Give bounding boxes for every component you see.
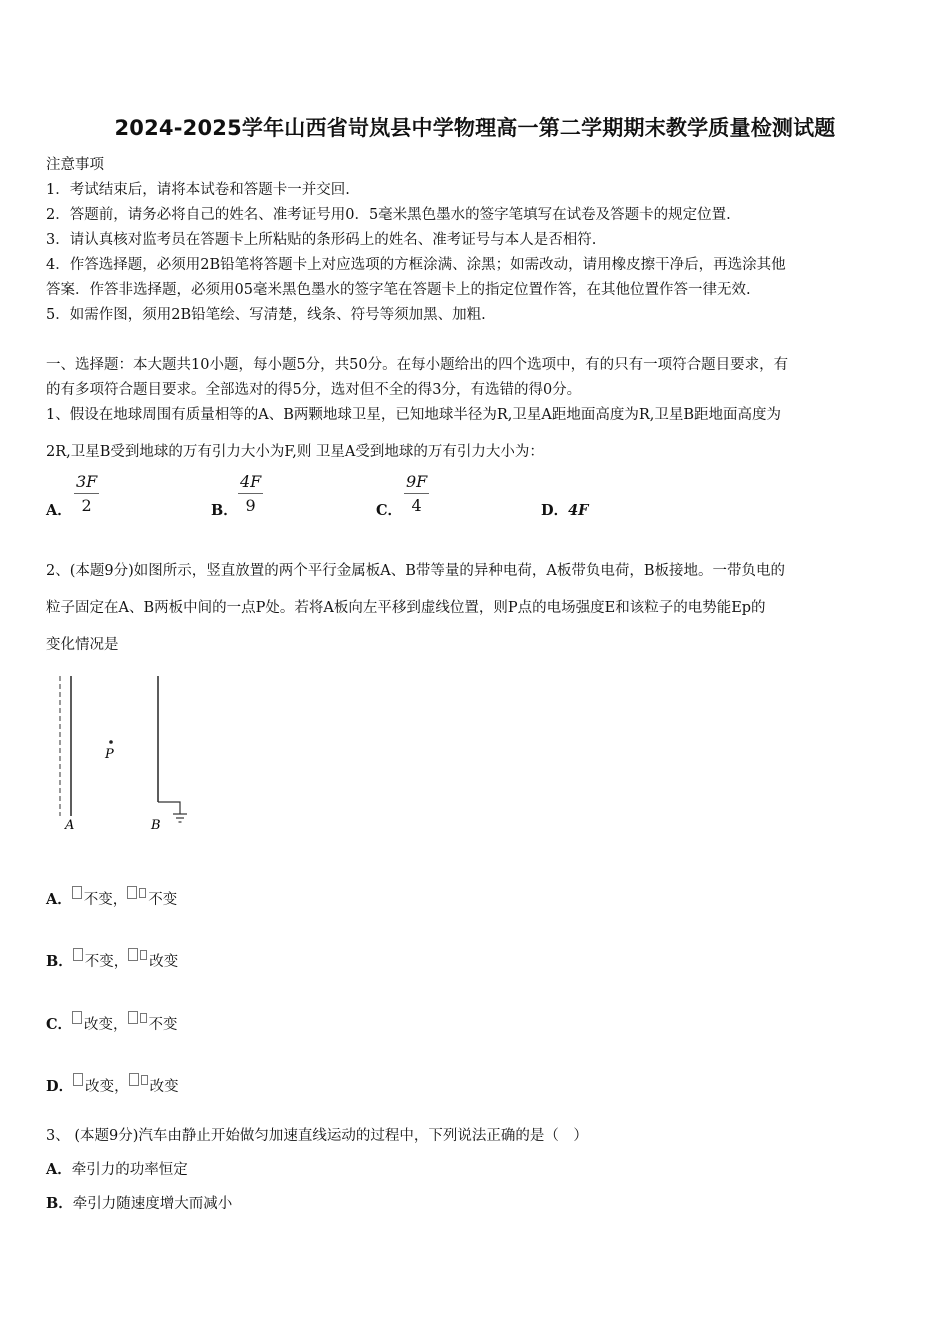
notice-item: 3．请认真核对监考员在答题卡上所粘贴的条形码上的姓名、准考证号与本人是否相符. — [46, 232, 597, 248]
option-label: D． — [46, 1078, 74, 1095]
fraction-denominator: 2 — [81, 496, 92, 515]
notice-item: 1．考试结束后，请将本试卷和答题卡一并交回. — [46, 182, 350, 198]
q1-option-a-fraction — [74, 472, 99, 515]
option-text: 不变， — [84, 954, 129, 970]
missing-glyph-icon — [128, 1011, 138, 1024]
q2-option-c — [46, 1013, 178, 1034]
option-label: C． — [46, 1016, 73, 1033]
fraction-denominator: 9 — [245, 496, 256, 515]
q1-option-d-text: 4F — [568, 502, 589, 519]
option-label: A． — [46, 1161, 72, 1178]
q2-stem-cont: 粒子固定在A、B两板中间的一点P处。若将A板向左平移到虚线位置，则P点的电场强度E和该粒子的电势能Ep的 — [46, 600, 766, 616]
q1-stem-cont: 2R,卫星B受到地球的万有引力大小为F,则 卫星A受到地球的万有引力大小为： — [46, 444, 544, 460]
missing-glyph-icon — [73, 948, 83, 961]
option-label: B． — [46, 1195, 73, 1212]
fraction-denominator: 4 — [411, 496, 422, 515]
notice-heading: 注意事项 — [46, 157, 104, 173]
q2-stem: 2、(本题9分)如图所示，竖直放置的两个平行金属板A、B带等量的异种电荷，A板带负电荷，B板接地。一带负电的 — [46, 563, 786, 579]
missing-glyph-icon — [141, 1075, 148, 1085]
missing-glyph-icon — [129, 1073, 139, 1086]
page-title: 2024-2025学年山西省岢岚县中学物理高一第二学期期末教学质量检测试题 — [114, 116, 836, 140]
option-label: B． — [46, 953, 73, 970]
point-p — [109, 740, 113, 744]
notice-item: 答案．作答非选择题，必须用05毫米黑色墨水的签字笔在答题卡上的指定位置作答，在其他位置作答一律无效. — [46, 282, 751, 298]
q1-option-c-fraction — [404, 472, 429, 515]
fraction-numerator: 9F — [404, 472, 429, 494]
option-text: 改变， — [84, 1017, 128, 1033]
notice-item: 5．如需作图，须用2B铅笔绘、写清楚，线条、符号等须加黑、加粗. — [46, 307, 486, 323]
fraction-numerator: 3F — [74, 472, 99, 494]
missing-glyph-icon — [140, 1013, 147, 1023]
option-text: 牵引力的功率恒定 — [71, 1162, 188, 1178]
label-p: P — [105, 747, 114, 762]
option-text: 不变， — [83, 892, 128, 908]
missing-glyph-icon — [140, 950, 147, 960]
option-text: 不变 — [148, 1017, 178, 1033]
option-text: 牵引力随速度增大而减小 — [72, 1196, 233, 1212]
q1-option-b-label: B． — [211, 502, 238, 519]
ground-wire — [158, 802, 180, 814]
q1-option-b-fraction — [238, 472, 263, 515]
q2-stem-cont: 变化情况是 — [46, 637, 119, 653]
q1-option-c-label: C． — [376, 502, 403, 519]
missing-glyph-icon — [72, 886, 82, 899]
missing-glyph-icon — [128, 948, 138, 961]
section-heading-cont: 的有多项符合题目要求。全部选对的得5分，选对但不全的得3分，有选错的得0分。 — [46, 382, 582, 398]
q2-option-b — [46, 950, 178, 971]
q1-option-d — [541, 499, 588, 520]
label-a: A — [65, 818, 75, 833]
capacitor-figure — [50, 672, 200, 837]
option-text: 改变 — [149, 954, 179, 970]
notice-item: 4．作答选择题，必须用2B铅笔将答题卡上对应选项的方框涂满、涂黑；如需改动，请用橡皮擦干净后，再选涂其他 — [46, 257, 786, 273]
notice-item: 2．答题前，请务必将自己的姓名、准考证号用0．5毫米黑色墨水的签字笔填写在试卷及答题卡的规定位置. — [46, 207, 731, 223]
q2-option-a — [46, 888, 177, 909]
option-label: A． — [46, 891, 72, 908]
fraction-numerator: 4F — [238, 472, 263, 494]
missing-glyph-icon — [139, 888, 146, 898]
q3-option-b — [46, 1192, 232, 1213]
q3-stem: 3、 (本题9分)汽车由静止开始做匀加速直线运动的过程中，下列说法正确的是（ ） — [46, 1128, 588, 1144]
missing-glyph-icon — [73, 1073, 83, 1086]
q1-option-d-label: D． — [541, 502, 569, 519]
missing-glyph-icon — [72, 1011, 82, 1024]
q3-option-a — [46, 1158, 188, 1179]
section-heading: 一、选择题：本大题共10小题，每小题5分，共50分。在每小题给出的四个选项中，有的只有一项符合题目要求，有 — [46, 357, 789, 373]
missing-glyph-icon — [127, 886, 137, 899]
label-b: B — [151, 818, 161, 833]
q2-option-d — [46, 1075, 179, 1096]
option-text: 改变 — [149, 1079, 179, 1095]
q1-stem: 1、假设在地球周围有质量相等的A、B两颗地球卫星，已知地球半径为R,卫星A距地面高度为R,卫星B距地面高度为 — [46, 407, 782, 423]
option-text: 不变 — [148, 892, 178, 908]
q1-option-a-label: A． — [46, 502, 72, 519]
option-text: 改变， — [85, 1079, 129, 1095]
